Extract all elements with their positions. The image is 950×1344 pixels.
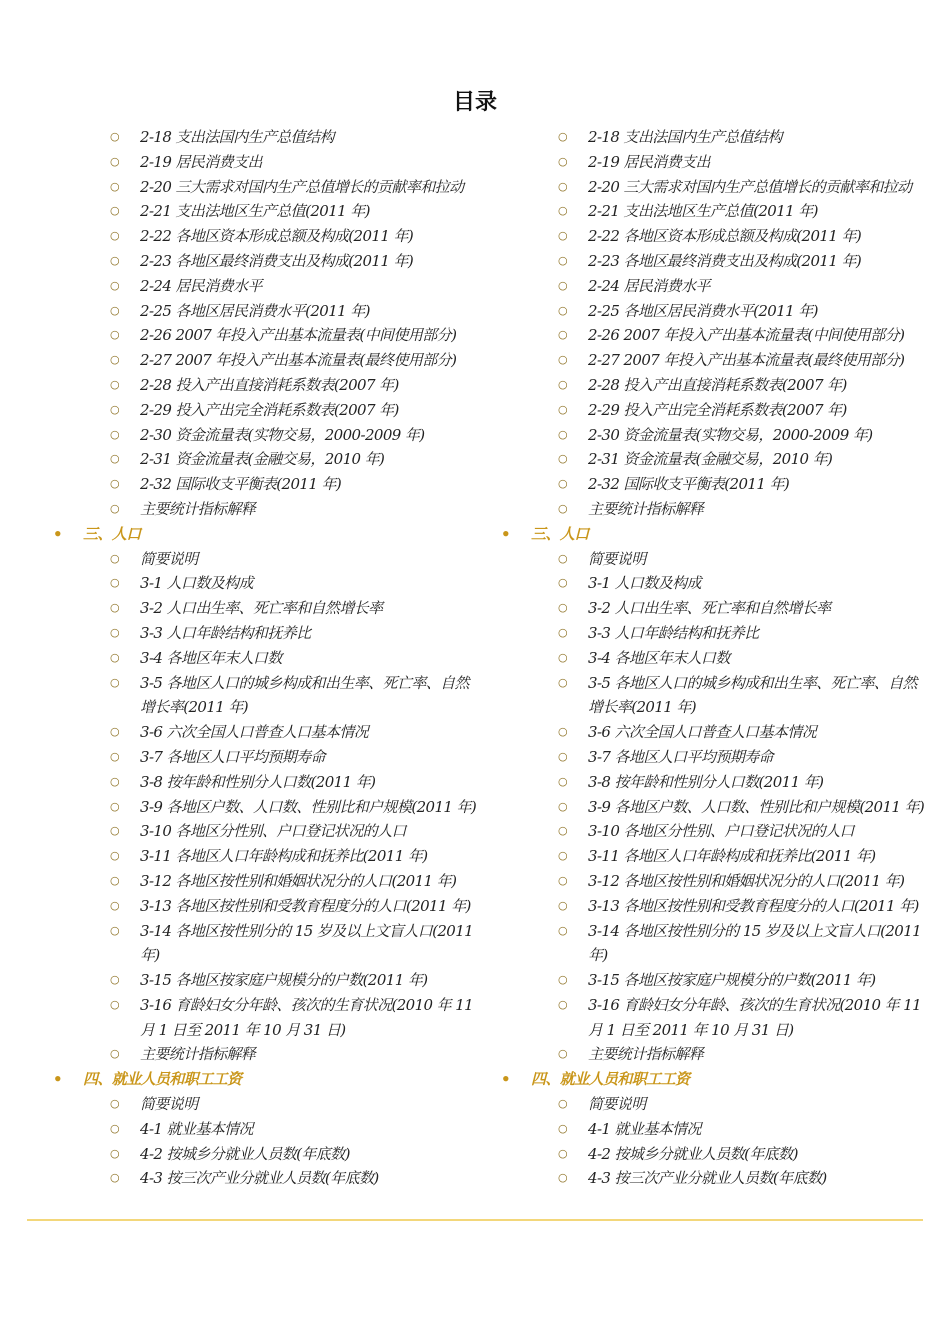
toc-entry-link[interactable]: ○ 简要说明 [498,1092,928,1117]
toc-entry-link[interactable]: ○ 3-2 人口出生率、死亡率和自然增长率 [498,596,928,621]
toc-entry-link[interactable]: ○ 3-10 各地区分性别、户口登记状况的人口 [498,819,928,844]
toc-entry-link[interactable]: ○ 2-21 支出法地区生产总值(2011 年) [498,199,928,224]
toc-entry-link[interactable]: ○ 3-16 育龄妇女分年龄、孩次的生育状况(2010 年 11 月 1 日至 2011 年 10 月 31 日) [50,993,480,1043]
toc-entry-link[interactable]: ○ 2-26 2007 年投入产出基本流量表(中间使用部分) [50,323,480,348]
toc-entry-link[interactable]: ○ 2-22 各地区资本形成总额及构成(2011 年) [498,224,928,249]
toc-entry-link[interactable]: ○ 3-3 人口年龄结构和抚养比 [50,621,480,646]
toc-entry-link[interactable]: ○ 3-4 各地区年末人口数 [498,646,928,671]
toc-entry-link[interactable]: ○ 简要说明 [498,547,928,572]
toc-entry-link[interactable]: ○ 4-1 就业基本情况 [498,1117,928,1142]
toc-section-heading[interactable]: • 四、就业人员和职工工资 [498,1067,928,1092]
toc-entry-link[interactable]: ○ 3-12 各地区按性别和婚姻状况分的人口(2011 年) [498,869,928,894]
toc-entry-link[interactable]: ○ 简要说明 [50,1092,480,1117]
toc-entry-link[interactable]: ○ 3-1 人口数及构成 [498,571,928,596]
toc-entry-link[interactable]: ○ 3-11 各地区人口年龄构成和抚养比(2011 年) [50,844,480,869]
toc-entry-link[interactable]: ○ 2-25 各地区居民消费水平(2011 年) [498,299,928,324]
toc-entry-link[interactable]: ○ 3-3 人口年龄结构和抚养比 [498,621,928,646]
toc-entry-link[interactable]: ○ 2-28 投入产出直接消耗系数表(2007 年) [50,373,480,398]
toc-entry-link[interactable]: ○ 3-12 各地区按性别和婚姻状况分的人口(2011 年) [50,869,480,894]
toc-entry-link[interactable]: ○ 2-30 资金流量表(实物交易，2000-2009 年) [50,423,480,448]
toc-entry-link[interactable]: ○ 3-5 各地区人口的城乡构成和出生率、死亡率、自然增长率(2011 年) [498,671,928,721]
toc-entry-link[interactable]: ○ 3-13 各地区按性别和受教育程度分的人口(2011 年) [498,894,928,919]
toc-entry-link[interactable]: ○ 2-19 居民消费支出 [50,150,480,175]
page-title: 目录 [452,90,497,115]
toc-entry-link[interactable]: ○ 2-24 居民消费水平 [50,274,480,299]
toc-entry-link[interactable]: ○ 2-21 支出法地区生产总值(2011 年) [50,199,480,224]
toc-entry-link[interactable]: ○ 2-26 2007 年投入产出基本流量表(中间使用部分) [498,323,928,348]
toc-entry-link[interactable]: ○ 2-23 各地区最终消费支出及构成(2011 年) [498,249,928,274]
toc-entry-link[interactable]: ○ 2-23 各地区最终消费支出及构成(2011 年) [50,249,480,274]
toc-entry-link[interactable]: ○ 3-1 人口数及构成 [50,571,480,596]
toc-entry-link[interactable]: ○ 3-16 育龄妇女分年龄、孩次的生育状况(2010 年 11 月 1 日至 2011 年 10 月 31 日) [498,993,928,1043]
toc-entry-link[interactable]: ○ 2-32 国际收支平衡表(2011 年) [498,472,928,497]
toc-entry-link[interactable]: ○ 主要统计指标解释 [50,1042,480,1067]
toc-entry-link[interactable]: ○ 2-20 三大需求对国内生产总值增长的贡献率和拉动 [50,175,480,200]
toc-entry-link[interactable]: ○ 2-27 2007 年投入产出基本流量表(最终使用部分) [498,348,928,373]
toc-entry-link[interactable]: ○ 4-2 按城乡分就业人员数(年底数) [498,1142,928,1167]
toc-entry-link[interactable]: ○ 3-6 六次全国人口普查人口基本情况 [50,720,480,745]
toc-entry-link[interactable]: ○ 主要统计指标解释 [498,1042,928,1067]
toc-entry-link[interactable]: ○ 3-5 各地区人口的城乡构成和出生率、死亡率、自然增长率(2011 年) [50,671,480,721]
toc-entry-link[interactable]: ○ 3-8 按年龄和性别分人口数(2011 年) [498,770,928,795]
toc-entry-link[interactable]: ○ 2-22 各地区资本形成总额及构成(2011 年) [50,224,480,249]
toc-entry-link[interactable]: ○ 主要统计指标解释 [50,497,480,522]
toc-section-heading[interactable]: • 四、就业人员和职工工资 [50,1067,480,1092]
toc-entry-link[interactable]: ○ 3-14 各地区按性别分的 15 岁及以上文盲人口(2011 年) [498,919,928,969]
toc-entry-link[interactable]: ○ 2-18 支出法国内生产总值结构 [50,125,480,150]
toc-column-left [50,125,480,1191]
toc-entry-link[interactable]: ○ 2-24 居民消费水平 [498,274,928,299]
toc-entry-link[interactable]: ○ 3-7 各地区人口平均预期寿命 [50,745,480,770]
toc-entry-link[interactable]: ○ 2-25 各地区居民消费水平(2011 年) [50,299,480,324]
toc-entry-link[interactable]: ○ 4-1 就业基本情况 [50,1117,480,1142]
toc-entry-link[interactable]: ○ 3-6 六次全国人口普查人口基本情况 [498,720,928,745]
toc-entry-link[interactable]: ○ 简要说明 [50,547,480,572]
toc-entry-link[interactable]: ○ 4-3 按三次产业分就业人员数(年底数) [498,1166,928,1191]
toc-entry-link[interactable]: ○ 3-8 按年龄和性别分人口数(2011 年) [50,770,480,795]
toc-entry-link[interactable]: ○ 3-7 各地区人口平均预期寿命 [498,745,928,770]
toc-entry-link[interactable]: ○ 2-18 支出法国内生产总值结构 [498,125,928,150]
toc-entry-link[interactable]: ○ 3-10 各地区分性别、户口登记状况的人口 [50,819,480,844]
toc-entry-link[interactable]: ○ 2-28 投入产出直接消耗系数表(2007 年) [498,373,928,398]
toc-entry-link[interactable]: ○ 4-2 按城乡分就业人员数(年底数) [50,1142,480,1167]
toc-entry-link[interactable]: ○ 3-13 各地区按性别和受教育程度分的人口(2011 年) [50,894,480,919]
toc-entry-link[interactable]: ○ 2-30 资金流量表(实物交易，2000-2009 年) [498,423,928,448]
toc-entry-link[interactable]: ○ 3-15 各地区按家庭户规模分的户数(2011 年) [498,968,928,993]
toc-entry-link[interactable]: ○ 主要统计指标解释 [498,497,928,522]
toc-entry-link[interactable]: ○ 2-29 投入产出完全消耗系数表(2007 年) [50,398,480,423]
toc-entry-link[interactable]: ○ 2-20 三大需求对国内生产总值增长的贡献率和拉动 [498,175,928,200]
toc-entry-link[interactable]: ○ 2-32 国际收支平衡表(2011 年) [50,472,480,497]
toc-entry-link[interactable]: ○ 3-15 各地区按家庭户规模分的户数(2011 年) [50,968,480,993]
toc-entry-link[interactable]: ○ 2-29 投入产出完全消耗系数表(2007 年) [498,398,928,423]
toc-entry-link[interactable]: ○ 3-14 各地区按性别分的 15 岁及以上文盲人口(2011 年) [50,919,480,969]
toc-entry-link[interactable]: ○ 3-9 各地区户数、人口数、性别比和户规模(2011 年) [50,795,480,820]
toc-entry-link[interactable]: ○ 3-11 各地区人口年龄构成和抚养比(2011 年) [498,844,928,869]
toc-column-right [498,125,928,1191]
toc-entry-link[interactable]: ○ 3-2 人口出生率、死亡率和自然增长率 [50,596,480,621]
toc-section-heading[interactable]: • 三、人口 [498,522,928,547]
toc-section-heading[interactable]: • 三、人口 [50,522,480,547]
toc-entry-link[interactable]: ○ 3-4 各地区年末人口数 [50,646,480,671]
toc-entry-link[interactable]: ○ 4-3 按三次产业分就业人员数(年底数) [50,1166,480,1191]
toc-entry-link[interactable]: ○ 2-31 资金流量表(金融交易，2010 年) [498,447,928,472]
toc-entry-link[interactable]: ○ 2-19 居民消费支出 [498,150,928,175]
toc-entry-link[interactable]: ○ 2-31 资金流量表(金融交易，2010 年) [50,447,480,472]
toc-entry-link[interactable]: ○ 2-27 2007 年投入产出基本流量表(最终使用部分) [50,348,480,373]
toc-entry-link[interactable]: ○ 3-9 各地区户数、人口数、性别比和户规模(2011 年) [498,795,928,820]
footer-divider [27,1219,923,1221]
